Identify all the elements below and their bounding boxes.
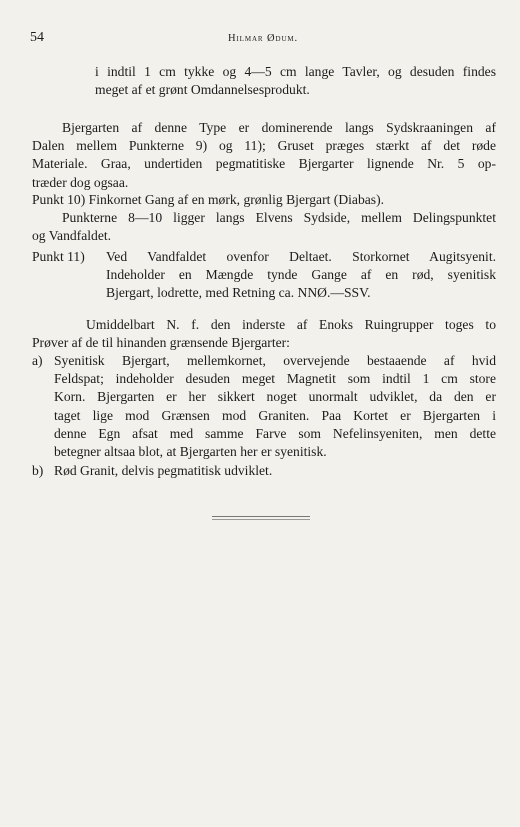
text-line: denne Egn afsat med samme Farve som Nefelinsyeniten, men dette xyxy=(54,425,496,441)
text-line: Bjergarten af denne Type er dominerende langs Sydskraaningen af xyxy=(62,120,496,135)
text-line: Feldspat; indeholder desuden meget Magnetit som indtil 1 cm store xyxy=(54,371,496,387)
text-line: Ved Vandfaldet ovenfor Deltaet. Storkornet Augitsyenit. xyxy=(106,249,496,264)
punkt-10-entry xyxy=(32,191,496,209)
text-line: i indtil 1 cm tykke og 4—5 cm lange Tavler, og desuden findes xyxy=(95,64,496,79)
text-line: Bjergart, lodrette, med Retning ca. NNØ.—SSV. xyxy=(106,285,371,301)
punkt-label: Punkt 11) xyxy=(32,249,85,264)
punkt-label: Punkt 10) xyxy=(32,192,86,207)
text-line xyxy=(32,191,496,209)
text-line: Punkterne 8—10 ligger langs Elvens Sydside, mellem Delingspunktet xyxy=(62,210,496,225)
item-label: a) xyxy=(32,353,43,368)
text-line: Indeholder en Mængde tynde Gange af en rød, syenitisk xyxy=(106,267,496,283)
text-line: træder dog ogsaa. xyxy=(32,174,129,190)
punkt-text: Finkornet Gang af en mørk, grønlig Bjergart (Diabas). xyxy=(88,192,384,207)
text-line: Materiale. Graa, undertiden pegmatitiske Bjergarter lignende Nr. 5 op- xyxy=(32,156,496,172)
item-label: b) xyxy=(32,463,44,478)
text-line: Dalen mellem Punkterne 9) og 11); Gruset præges stærkt af det røde xyxy=(32,138,496,154)
paragraph-punkterne xyxy=(32,209,496,245)
text-line: Rød Granit, delvis pegmatitisk udviklet. xyxy=(54,463,273,478)
section-divider xyxy=(212,519,310,520)
text-line: betegner altsaa blot, at Bjergarten her er syenitisk. xyxy=(54,444,327,460)
punkt-11-entry xyxy=(32,248,496,303)
text-line: Korn. Bjergarten er her sikkert noget unormalt udviklet, da den er xyxy=(54,389,496,405)
text-line: meget af et grønt Omdannelsesprodukt. xyxy=(95,82,310,98)
paragraph-bjergarten xyxy=(32,119,496,192)
running-head: Hilmar Ødum. xyxy=(227,33,299,44)
paragraph-umiddelbart xyxy=(32,316,496,352)
text-line: Umiddelbart N. f. den inderste af Enoks Ruingrupper toges to xyxy=(86,317,496,332)
page-number: 54 xyxy=(30,30,44,45)
text-line: Syenitisk Bjergart, mellemkornet, overvejende bestaaende af hvid xyxy=(54,353,496,368)
page-header xyxy=(30,30,496,48)
section-divider xyxy=(212,516,310,517)
sample-item-b xyxy=(32,462,496,480)
text-line: Prøver af de til hinanden grænsende Bjergarter: xyxy=(32,335,290,351)
continuation-paragraph xyxy=(95,63,496,99)
sample-item-a xyxy=(32,352,496,461)
text-line: taget lige mod Grænsen mod Graniten. Paa Kortet er Bjergarten i xyxy=(54,407,496,423)
text-line: og Vandfaldet. xyxy=(32,228,112,244)
